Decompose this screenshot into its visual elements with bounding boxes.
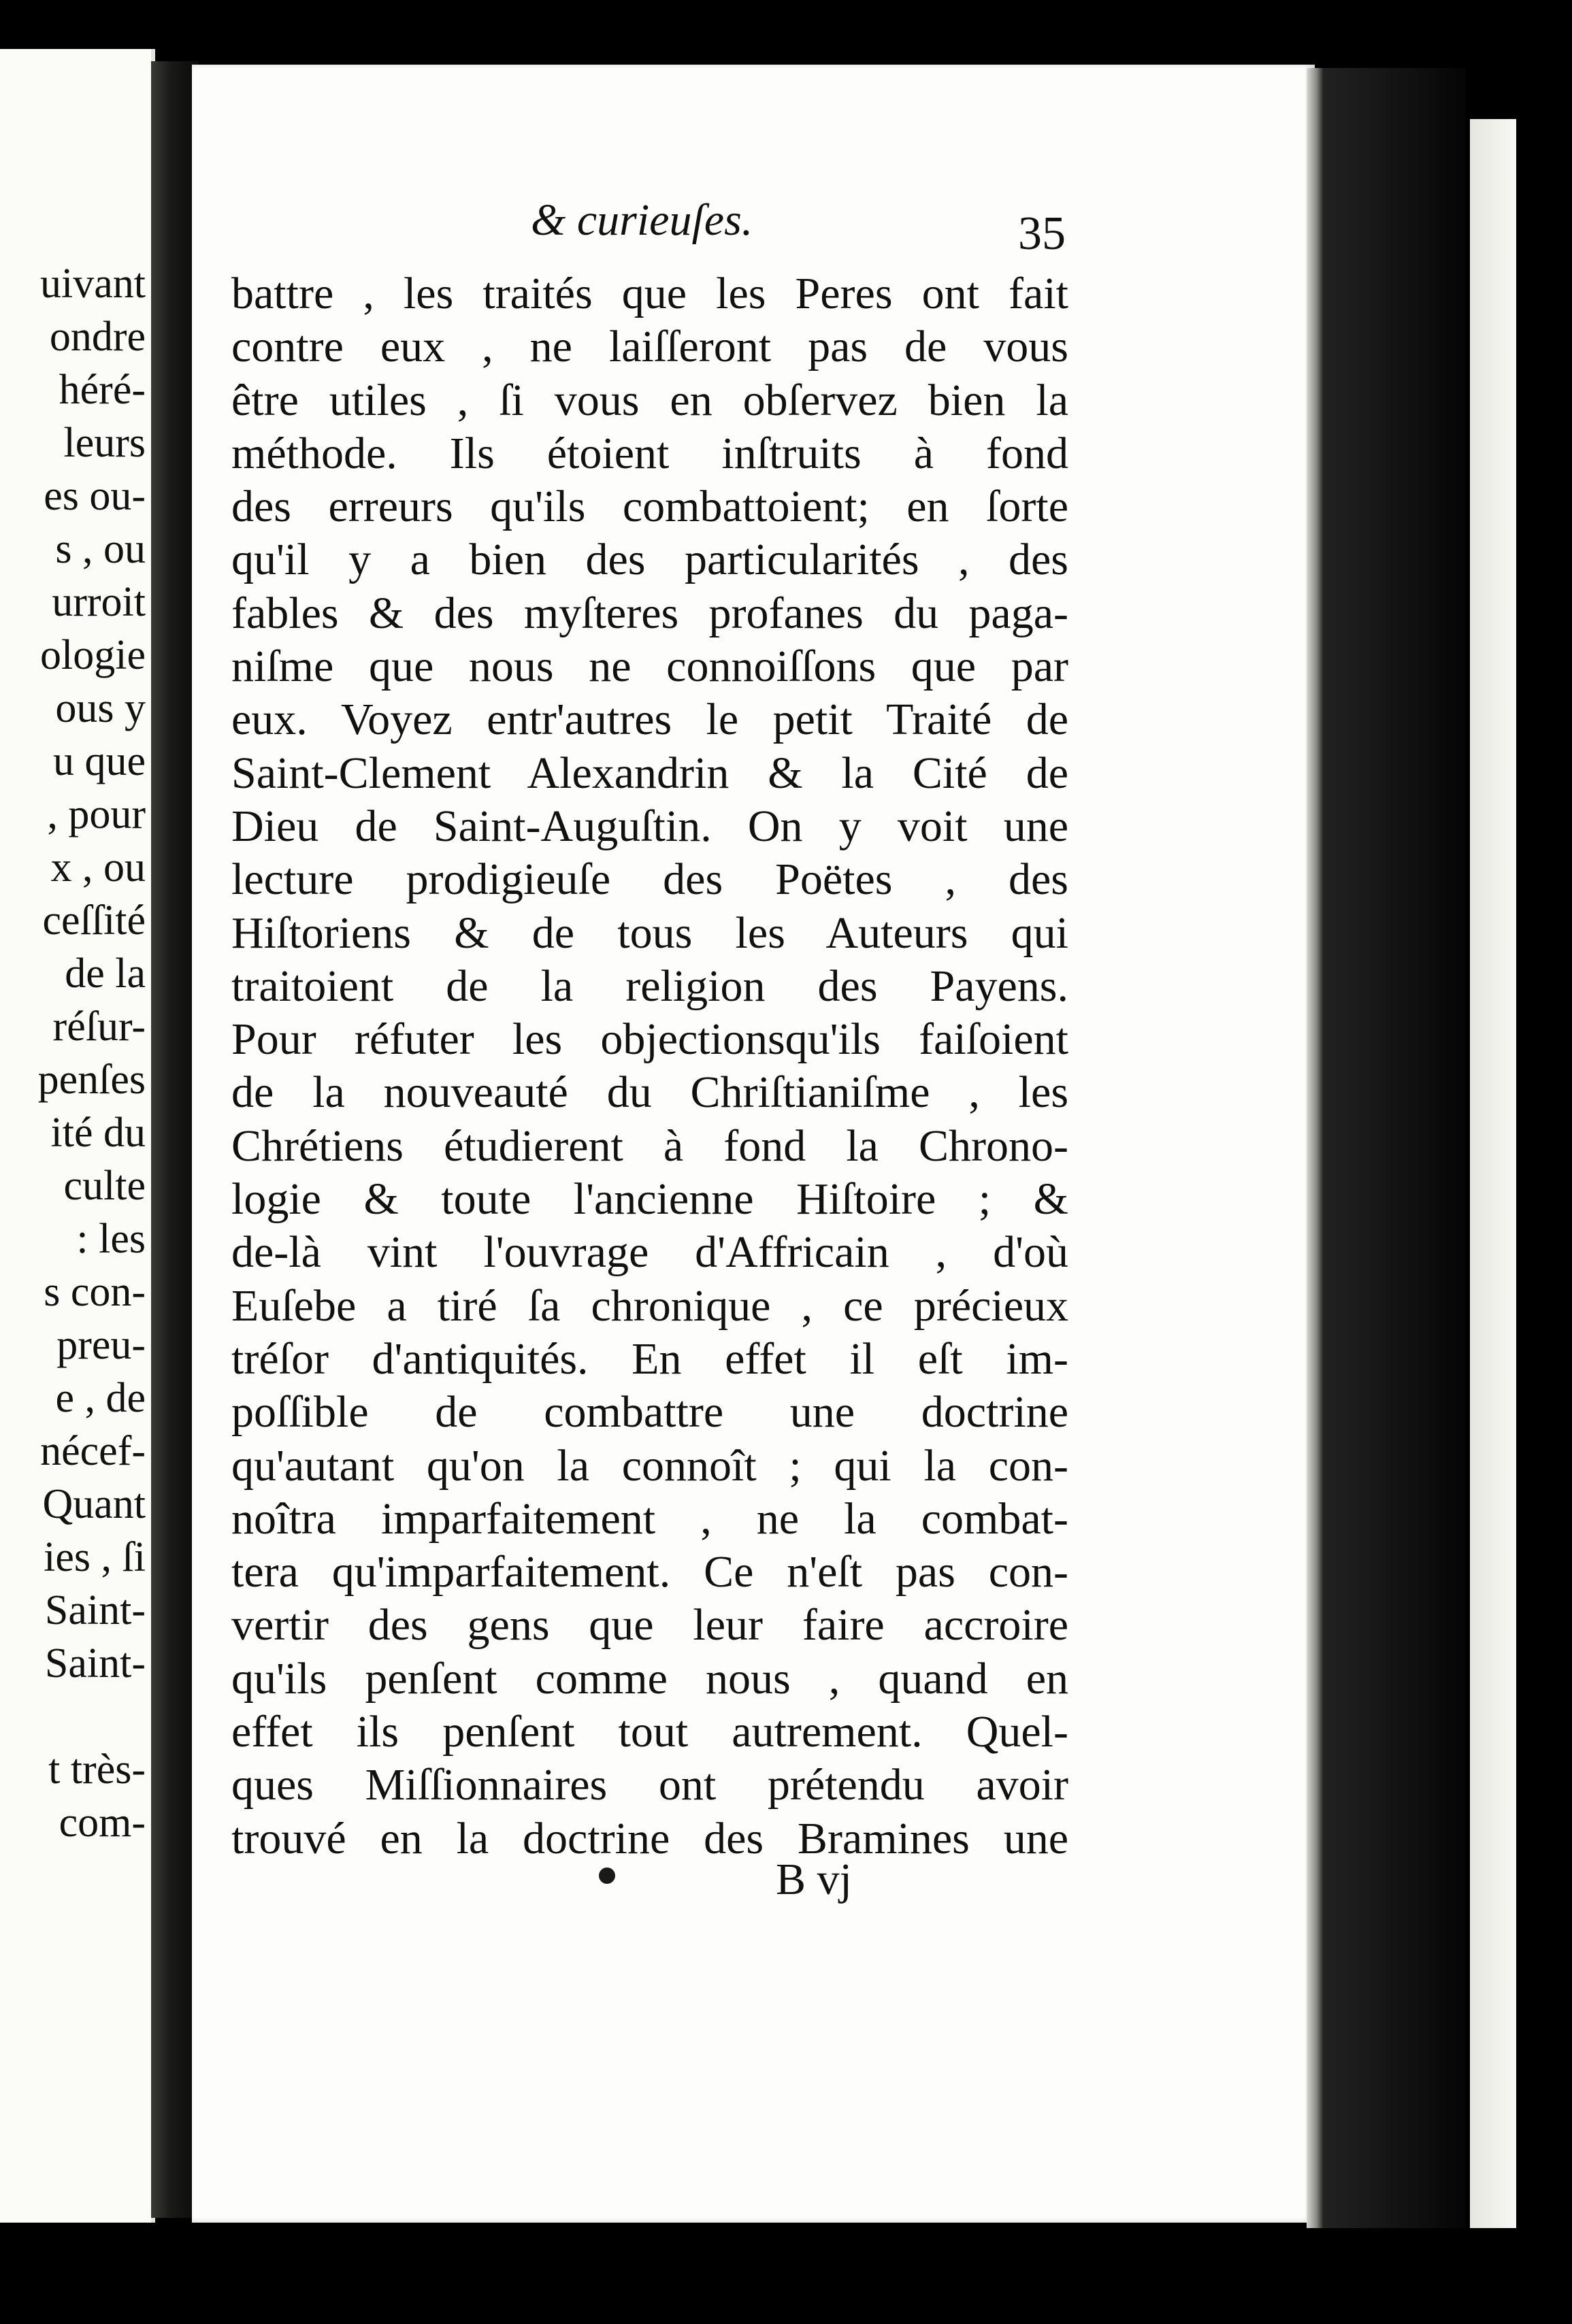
text-line: contre eux , ne laiſſeront pas de vous	[231, 322, 1068, 372]
left-text-line: s , ou	[55, 526, 146, 572]
running-head: & curieuſes.	[531, 195, 753, 245]
right-page-sliver	[1470, 119, 1516, 2255]
left-text-line: Quant	[42, 1481, 146, 1527]
text-line: Saint-Clement Alexandrin & la Cité de	[231, 748, 1068, 798]
text-line: Pour réfuter les objectionsqu'ils faiſoient	[231, 1014, 1068, 1065]
left-text-line: Saint-	[44, 1640, 146, 1687]
signature-mark: B vj	[776, 1855, 852, 1904]
text-line: tréſor d'antiquités. En effet il eſt im-	[231, 1333, 1068, 1384]
text-line: logie & toute l'ancienne Hiſtoire ; &	[231, 1174, 1068, 1225]
text-line: qu'autant qu'on la connoît ; qui la con-	[231, 1440, 1068, 1491]
left-text-line: ité du	[50, 1110, 146, 1156]
left-text-line: s con-	[44, 1269, 146, 1315]
left-text-line: réſur-	[52, 1003, 146, 1050]
book-edge-shadow	[1323, 68, 1466, 2252]
text-line: qu'il y a bien des particularités , des	[231, 535, 1068, 585]
text-line: effet ils penſent tout autrement. Quel-	[231, 1707, 1068, 1757]
text-line: fables & des myſteres profanes du paga-	[231, 588, 1068, 638]
text-line: eux. Voyez entr'autres le petit Traité de	[231, 695, 1068, 745]
text-line: niſme que nous ne connoiſſons que par	[231, 642, 1068, 692]
left-text-line: e , de	[55, 1375, 146, 1421]
left-text-line	[0, 1690, 151, 1743]
text-line: méthode. Ils étoient inſtruits à fond	[231, 428, 1068, 478]
scan-bottom-border	[0, 2228, 1572, 2324]
text-line: qu'ils penſent comme nous , quand en	[231, 1653, 1068, 1704]
body-text	[231, 267, 1068, 1865]
left-text-line: ologie	[40, 632, 146, 678]
left-text-line: urroit	[52, 579, 146, 625]
left-text-line: ies , ſi	[44, 1534, 146, 1580]
left-text-line: x , ou	[50, 844, 146, 891]
left-text-line: culte	[63, 1163, 146, 1209]
left-text-line: héré-	[59, 367, 146, 413]
left-text-line: u que	[52, 738, 146, 784]
text-line: lecture prodigieuſe des Poëtes , des	[231, 854, 1068, 905]
left-text-line: ous y	[55, 685, 146, 731]
page-number: 35	[1018, 208, 1066, 260]
left-text-line: nécef-	[40, 1428, 146, 1474]
text-line: poſſible de combattre une doctrine	[231, 1387, 1068, 1438]
page-edge	[1307, 68, 1323, 2245]
left-text-line: es ou-	[44, 473, 146, 519]
text-line: vertir des gens que leur faire accroire	[231, 1600, 1068, 1650]
text-line: noîtra imparfaitement , ne la combat-	[231, 1493, 1068, 1544]
left-text-line: , pour	[47, 791, 146, 837]
left-text-line: de la	[65, 950, 146, 997]
text-line: trouvé en la doctrine des Bramines une	[231, 1813, 1068, 1863]
left-text-line: preu-	[56, 1322, 146, 1368]
text-line: tera qu'imparfaitement. Ce n'eſt pas con-	[231, 1547, 1068, 1597]
left-text-line: penſes	[37, 1057, 146, 1103]
text-line: Dieu de Saint-Auguſtin. On y voit une	[231, 801, 1068, 851]
left-text-line: t très-	[48, 1746, 146, 1793]
text-line: battre , les traités que les Peres ont fait	[231, 269, 1068, 318]
left-text-line: com-	[59, 1799, 146, 1846]
left-text-line: ondre	[49, 314, 146, 360]
text-line: Euſebe a tiré ſa chronique , ce précieux	[231, 1280, 1068, 1331]
left-text-line: : les	[76, 1216, 146, 1262]
text-line: de la nouveauté du Chriſtianiſme , les	[231, 1067, 1068, 1118]
text-line: de-là vint l'ouvrage d'Affricain , d'où	[231, 1227, 1068, 1278]
text-line: Hiſtoriens & de tous les Auteurs qui	[231, 908, 1068, 958]
text-line: Chrétiens étudierent à fond la Chrono-	[231, 1120, 1068, 1171]
ink-spot	[599, 1868, 615, 1884]
left-page-text	[0, 257, 151, 1849]
left-text-line: Saint-	[44, 1587, 146, 1633]
left-facing-page	[0, 49, 155, 2223]
text-line: traitoient de la religion des Payens.	[231, 961, 1068, 1011]
text-line: ques Miſſionnaires ont prétendu avoir	[231, 1760, 1068, 1810]
text-line: des erreurs qu'ils combattoient; en ſorte	[231, 482, 1068, 532]
left-text-line: ceſſité	[42, 897, 146, 944]
text-line: être utiles , ſi vous en obſervez bien la	[231, 375, 1068, 425]
left-text-line: leurs	[63, 420, 146, 466]
left-text-line: uivant	[40, 261, 146, 307]
